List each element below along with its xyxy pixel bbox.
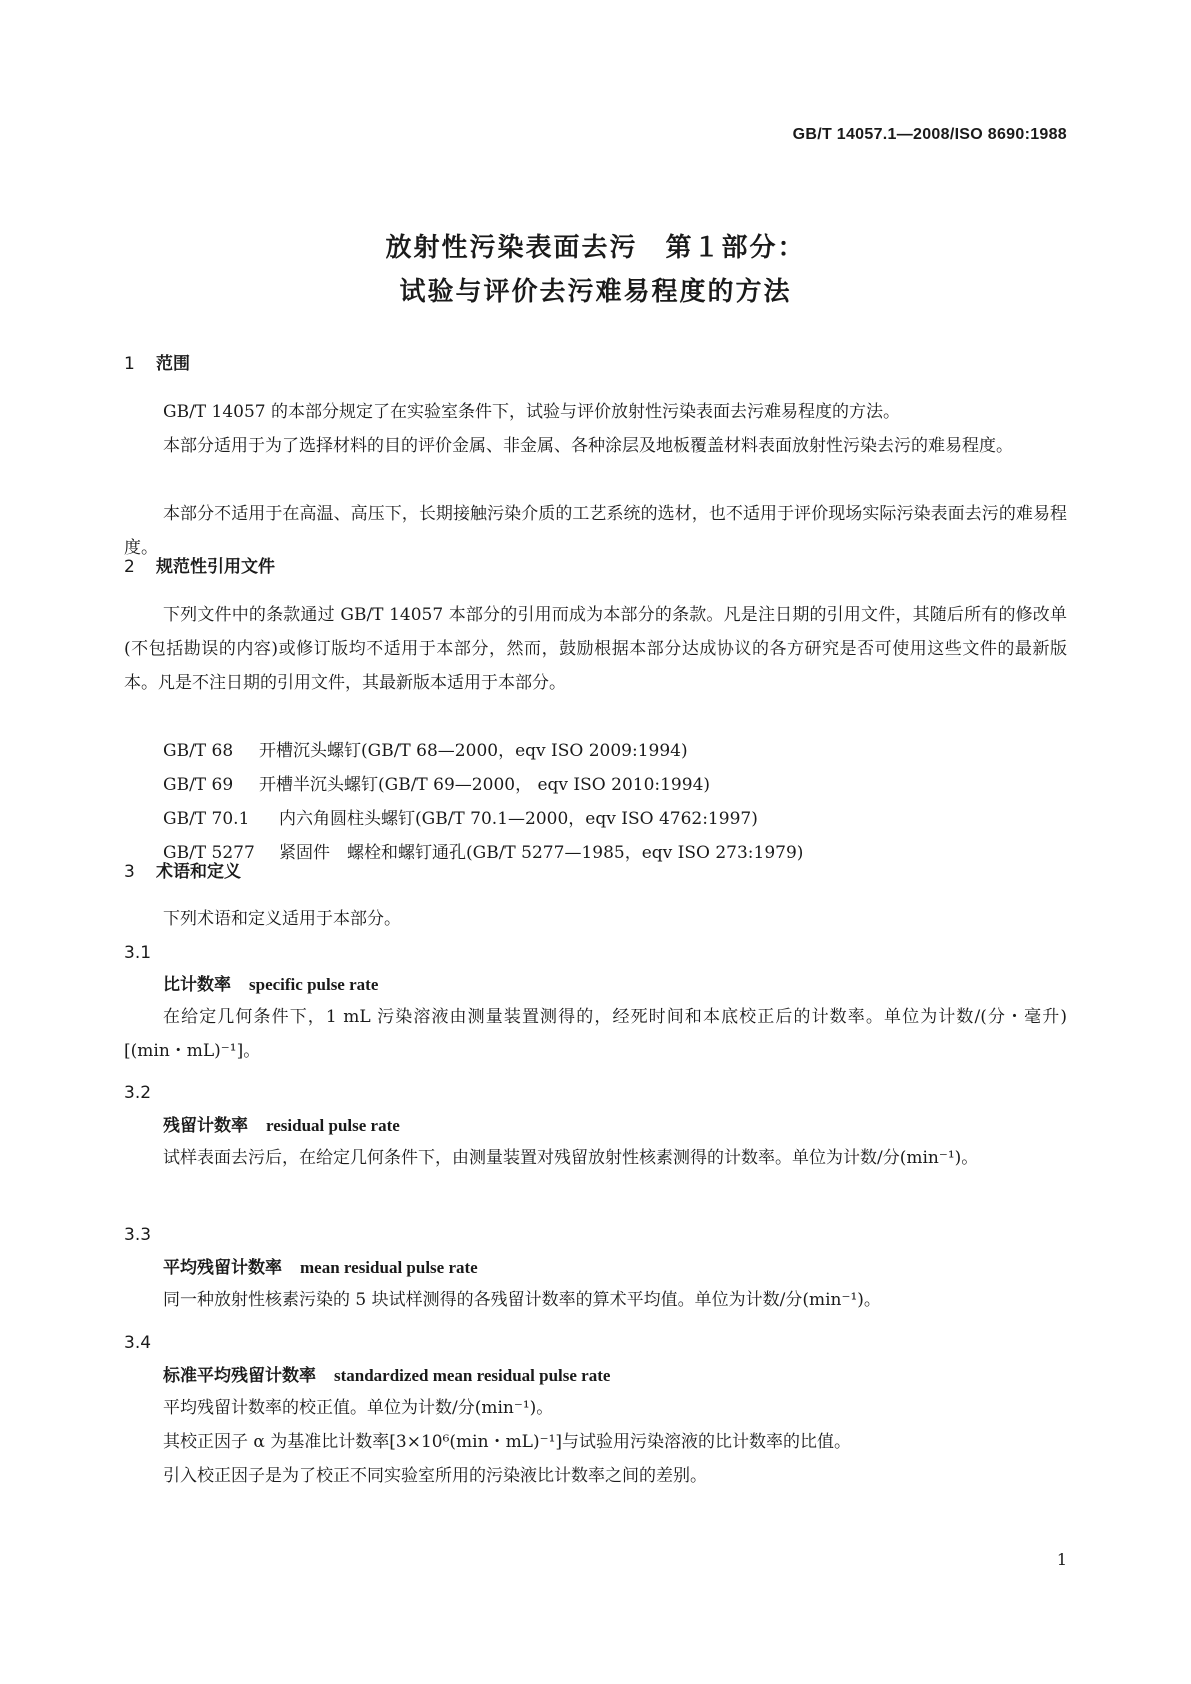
- reference-item: GB/T 68 开槽沉头螺钉(GB/T 68—2000，eqv ISO 2009:1994): [163, 741, 688, 761]
- reference-item: GB/T 5277 紧固件 螺栓和螺钉通孔(GB/T 5277—1985，eqv ISO 273:1979): [163, 843, 804, 863]
- section-heading-terms-definitions: 3 术语和定义: [124, 862, 241, 882]
- term-name: 平均残留计数率 mean residual pulse rate: [163, 1258, 478, 1278]
- paragraph: 下列文件中的条款通过 GB/T 14057 本部分的引用而成为本部分的条款。凡是注日期的引用文件，其随后所有的修改单(不包括勘误的内容)或修订版均不适用于本部分，然而，鼓励根据本部分达成协议的各方研究是否可使用这些文件的最新版本。凡是不注日期的引用文件，其最新版本适用于本部分。: [124, 605, 1067, 693]
- paragraph: 本部分不适用于在高温、高压下，长期接触污染介质的工艺系统的选材，也不适用于评价现场实际污染表面去污的难易程度。: [124, 504, 1067, 558]
- term-definition: 试样表面去污后，在给定几何条件下，由测量装置对残留放射性核素测得的计数率。单位为计数/分(min⁻¹)。: [163, 1148, 979, 1168]
- term-number: 3.1: [124, 943, 152, 963]
- paragraph: 本部分适用于为了选择材料的目的评价金属、非金属、各种涂层及地板覆盖材料表面放射性污染去污的难易程度。: [163, 436, 1013, 456]
- title-line-2: 试验与评价去污难易程度的方法: [399, 277, 792, 307]
- standard-code: GB/T 14057.1—2008/ISO 8690:1988: [792, 126, 1067, 143]
- document-title: [0, 226, 1191, 314]
- term-definition: 同一种放射性核素污染的 5 块试样测得的各残留计数率的算术平均值。单位为计数/分(min⁻¹)。: [163, 1290, 881, 1310]
- page-number: 1: [1056, 1550, 1067, 1569]
- term-note: 引入校正因子是为了校正不同实验室所用的污染液比计数率之间的差别。: [163, 1466, 707, 1486]
- paragraph: GB/T 14057 的本部分规定了在实验室条件下，试验与评价放射性污染表面去污难易程度的方法。: [163, 402, 901, 422]
- term-number: 3.3: [124, 1225, 152, 1245]
- term-number: 3.2: [124, 1083, 152, 1103]
- section-heading-scope: 1 范围: [124, 354, 190, 374]
- term-name: 标准平均残留计数率 standardized mean residual pulse rate: [163, 1366, 611, 1386]
- title-line-1: 放射性污染表面去污 第１部分：: [385, 233, 806, 263]
- section-heading-normative-references: 2 规范性引用文件: [124, 557, 275, 577]
- reference-item: GB/T 69 开槽半沉头螺钉(GB/T 69—2000， eqv ISO 2010:1994): [163, 775, 711, 795]
- term-note: 其校正因子 α 为基准比计数率[3×10⁶(min・mL)⁻¹]与试验用污染溶液的比计数率的比值。: [163, 1432, 852, 1452]
- term-name: 残留计数率 residual pulse rate: [163, 1116, 400, 1136]
- term-definition: 平均残留计数率的校正值。单位为计数/分(min⁻¹)。: [163, 1398, 554, 1418]
- term-definition: 在给定几何条件下，1 mL 污染溶液由测量装置测得的，经死时间和本底校正后的计数率。单位为计数/(分・毫升)[(min・mL)⁻¹]。: [124, 1007, 1067, 1061]
- term-number: 3.4: [124, 1333, 152, 1353]
- term-name: 比计数率 specific pulse rate: [163, 975, 379, 995]
- paragraph: 下列术语和定义适用于本部分。: [163, 909, 401, 929]
- reference-item: GB/T 70.1 内六角圆柱头螺钉(GB/T 70.1—2000，eqv ISO 4762:1997): [163, 809, 758, 829]
